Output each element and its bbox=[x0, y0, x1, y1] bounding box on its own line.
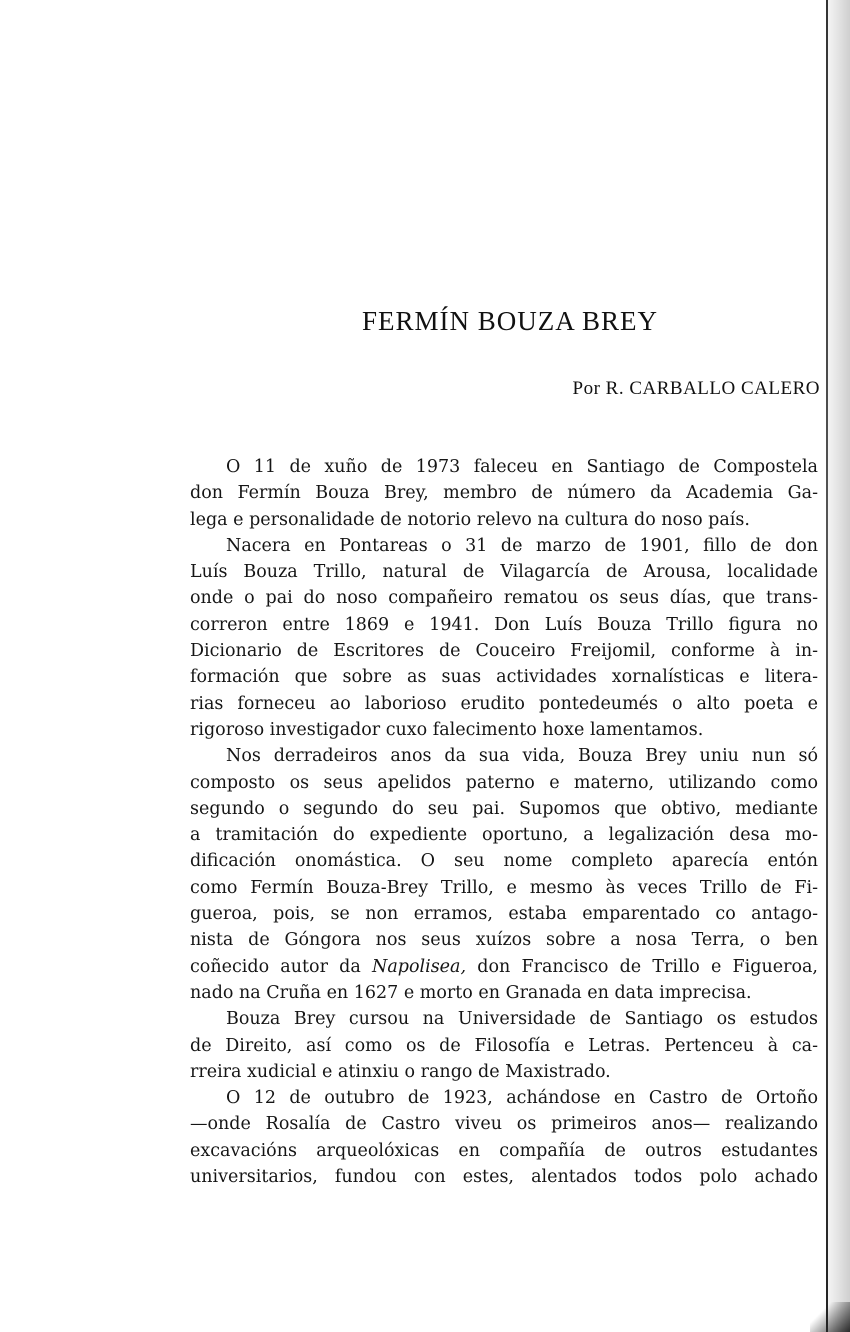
body-text-segment: coñecido autor da bbox=[190, 956, 361, 977]
body-line: nado na Cruña en 1627 e morto en Granada en data imprecisa. bbox=[190, 982, 752, 1003]
book-binding-edge bbox=[826, 0, 828, 1332]
body-line: onde o pai do noso compañeiro rematou os seus días, que trans- bbox=[190, 588, 818, 609]
body-line: lega e personalidade de notorio relevo na cultura do noso país. bbox=[190, 509, 750, 530]
body-line: O 12 de outubro de 1923, achándose en Castro de Ortoño bbox=[226, 1088, 818, 1109]
body-line: dificación onomástica. O seu nome completo aparecía entón bbox=[190, 851, 818, 872]
italic-book-title: Napolisea, bbox=[372, 956, 467, 977]
body-line: rigoroso investigador cuxo falecimento hoxe lamentamos. bbox=[190, 719, 704, 740]
book-binding-shadow bbox=[828, 0, 850, 1332]
article-title: FERMÍN BOUZA BREY bbox=[361, 306, 659, 336]
body-line: don Fermín Bouza Brey, membro de número da Academia Ga- bbox=[190, 483, 818, 504]
body-line: Dicionario de Escritores de Couceiro Freijomil, conforme à in- bbox=[190, 641, 818, 662]
body-line: O 11 de xuño de 1973 faleceu en Santiago de Compostela bbox=[226, 457, 818, 477]
body-line: Nacera en Pontareas o 31 de marzo de 1901, fillo de don bbox=[226, 535, 818, 556]
body-line: correron entre 1869 e 1941. Don Luís Bouza Trillo figura no bbox=[190, 614, 818, 635]
body-line: Bouza Brey cursou na Universidade de Santiago os estudos bbox=[226, 1009, 818, 1030]
body-line: nista de Góngora nos seus xuízos sobre a nosa Terra, o ben bbox=[190, 930, 818, 951]
body-line: a tramitación do expediente oportuno, a legalización desa mo- bbox=[190, 825, 818, 846]
body-line: de Direito, así como os de Filosofía e Letras. Pertenceu à ca- bbox=[190, 1035, 818, 1056]
body-line: Nos derradeiros anos da sua vida, Bouza Brey uniu nun só bbox=[226, 746, 818, 767]
body-line: —onde Rosalía de Castro viveu os primeiros anos— realizando bbox=[190, 1114, 818, 1135]
body-text-segment: don Francisco de Trillo e Figueroa, bbox=[477, 956, 818, 977]
body-line: como Fermín Bouza-Brey Trillo, e mesmo às veces Trillo de Fi- bbox=[190, 877, 818, 898]
body-line-with-italic bbox=[190, 954, 818, 980]
body-line: composto os seus apelidos paterno e materno, utilizando como bbox=[190, 772, 818, 793]
article-body bbox=[190, 454, 820, 1190]
body-line: rreira xudicial e atinxiu o rango de Maxistrado. bbox=[190, 1061, 611, 1082]
body-line: rias forneceu ao laborioso erudito pontedeumés o alto poeta e bbox=[190, 693, 818, 714]
body-line: formación que sobre as suas actividades xornalísticas e litera- bbox=[190, 667, 818, 688]
body-line: Luís Bouza Trillo, natural de Vilagarcía de Arousa, localidade bbox=[190, 562, 818, 583]
body-line: universitarios, fundou con estes, alentados todos polo achado bbox=[190, 1167, 818, 1188]
body-line: gueroa, pois, se non erramos, estaba emparentado co antago- bbox=[190, 904, 818, 925]
body-line: segundo o segundo do seu pai. Supomos que obtivo, mediante bbox=[190, 798, 818, 819]
book-binding-corner bbox=[810, 1302, 850, 1332]
body-line: excavacións arqueolóxicas en compañía de outros estudantes bbox=[190, 1140, 818, 1161]
article-byline: Por R. CARBALLO CALERO bbox=[572, 378, 820, 399]
